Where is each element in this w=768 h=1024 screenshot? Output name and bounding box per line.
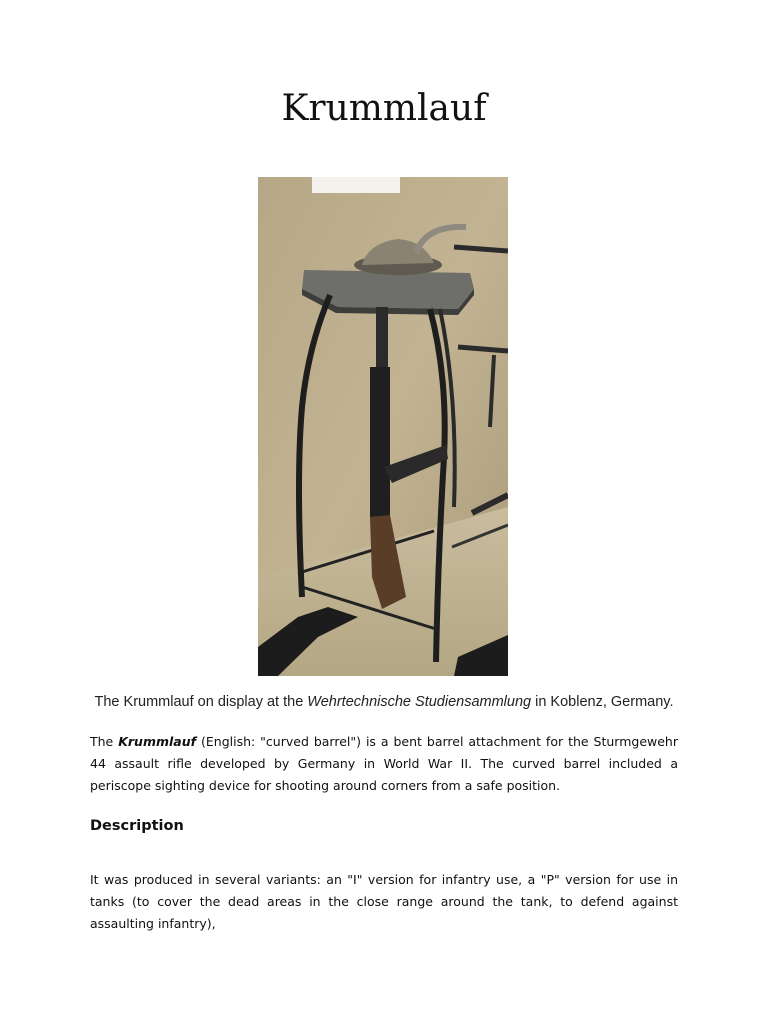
krummlauf-photo	[258, 177, 508, 676]
page-title: Krummlauf	[281, 88, 487, 129]
intro-paragraph: The Krummlauf (English: "curved barrel") is a bent barrel attachment for the Sturmgewehr 44 assault rifle developed by Germany in World War II. The curved barrel included a periscope sighting device for shooting around corners from a safe position.	[90, 734, 678, 793]
section-heading-description: Description	[90, 818, 184, 834]
krummlauf-term: Krummlauf	[118, 734, 197, 749]
description-paragraph: It was produced in several variants: an "I" version for infantry use, a "P" version for use in tanks (to cover the dead areas in the close range around the tank, to defend against assaulting infantry),	[90, 872, 678, 931]
museum-name: Wehrtechnische Studiensammlung	[307, 694, 532, 710]
figure-caption: The Krummlauf on display at the Wehrtechnische Studiensammlung in Koblenz, Germany.	[94, 694, 674, 710]
